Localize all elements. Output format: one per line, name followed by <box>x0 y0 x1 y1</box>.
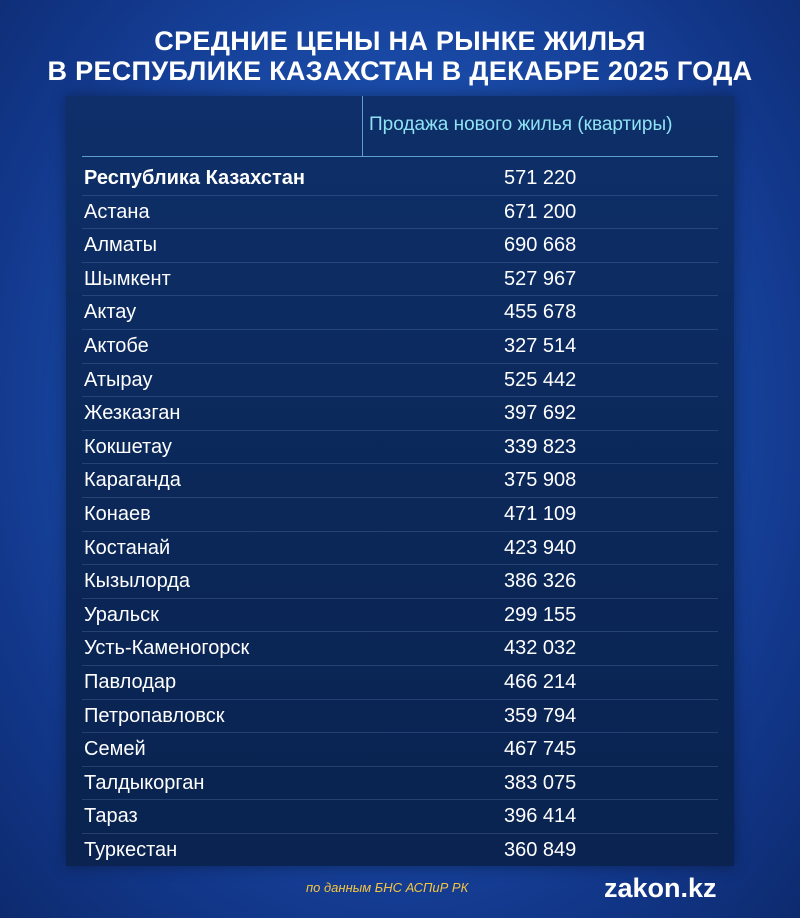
average-price: 690 668 <box>504 234 577 257</box>
table-body <box>66 162 734 867</box>
table-row <box>66 599 734 633</box>
average-price: 299 155 <box>504 603 577 626</box>
average-price: 339 823 <box>504 435 577 458</box>
header-underline <box>82 156 718 157</box>
average-price: 359 794 <box>504 704 577 727</box>
city-name: Актау <box>84 301 137 324</box>
table-row <box>66 834 734 868</box>
average-price: 327 514 <box>504 334 577 357</box>
table-row <box>66 330 734 364</box>
table-row <box>66 767 734 801</box>
table-row <box>66 733 734 767</box>
city-name: Астана <box>84 200 150 223</box>
table-row <box>66 364 734 398</box>
table-row <box>66 464 734 498</box>
page-title <box>0 26 800 86</box>
city-name: Кокшетау <box>84 435 172 458</box>
table-header <box>66 96 734 156</box>
average-price: 455 678 <box>504 301 577 324</box>
table-row <box>66 800 734 834</box>
city-name: Павлодар <box>84 670 177 693</box>
table-row <box>66 431 734 465</box>
price-table <box>66 96 734 866</box>
city-name: Тараз <box>84 805 138 828</box>
table-row <box>66 229 734 263</box>
average-price: 375 908 <box>504 469 577 492</box>
average-price: 432 032 <box>504 637 577 660</box>
average-price: 383 075 <box>504 771 577 794</box>
city-name: Атырау <box>84 368 153 391</box>
city-name: Уральск <box>84 603 159 626</box>
title-line-1: СРЕДНИЕ ЦЕНЫ НА РЫНКЕ ЖИЛЬЯ <box>154 26 646 56</box>
table-row <box>66 498 734 532</box>
column-header-price: Продажа нового жилья (квартиры) <box>369 114 673 135</box>
average-price: 360 849 <box>504 838 577 861</box>
table-row <box>66 296 734 330</box>
average-price: 671 200 <box>504 200 577 223</box>
city-name: Костанай <box>84 536 171 559</box>
city-name: Жезказган <box>84 402 181 425</box>
average-price: 423 940 <box>504 536 577 559</box>
zakon-logo: zakon.kz <box>604 873 717 903</box>
city-name: Шымкент <box>84 267 171 290</box>
city-name: Семей <box>84 738 146 761</box>
city-name: Караганда <box>84 469 181 492</box>
average-price: 527 967 <box>504 267 577 290</box>
city-name: Усть-Каменогорск <box>84 637 250 660</box>
table-row <box>66 263 734 297</box>
table-row <box>66 666 734 700</box>
city-name: Алматы <box>84 234 157 257</box>
average-price: 466 214 <box>504 670 577 693</box>
average-price: 467 745 <box>504 738 577 761</box>
city-name: Талдыкорган <box>84 771 205 794</box>
table-row <box>66 632 734 666</box>
table-row <box>66 532 734 566</box>
source-note: по данным БНС АСПиР РК <box>306 880 469 895</box>
average-price: 525 442 <box>504 368 577 391</box>
city-name: Петропавловск <box>84 704 225 727</box>
title-line-2: В РЕСПУБЛИКЕ КАЗАХСТАН В ДЕКАБРЕ 2025 ГОДА <box>47 56 753 86</box>
table-row <box>66 397 734 431</box>
city-name: Актобе <box>84 334 149 357</box>
table-row <box>66 700 734 734</box>
average-price: 386 326 <box>504 570 577 593</box>
city-name: Конаев <box>84 502 151 525</box>
average-price: 571 220 <box>504 167 577 189</box>
average-price: 471 109 <box>504 502 577 525</box>
city-name: Туркестан <box>84 838 178 861</box>
city-name: Республика Казахстан <box>84 167 305 189</box>
table-row <box>66 196 734 230</box>
average-price: 397 692 <box>504 402 577 425</box>
table-row <box>66 565 734 599</box>
header-divider <box>362 96 363 156</box>
table-row <box>66 162 734 196</box>
city-name: Кызылорда <box>84 570 191 593</box>
average-price: 396 414 <box>504 805 577 828</box>
